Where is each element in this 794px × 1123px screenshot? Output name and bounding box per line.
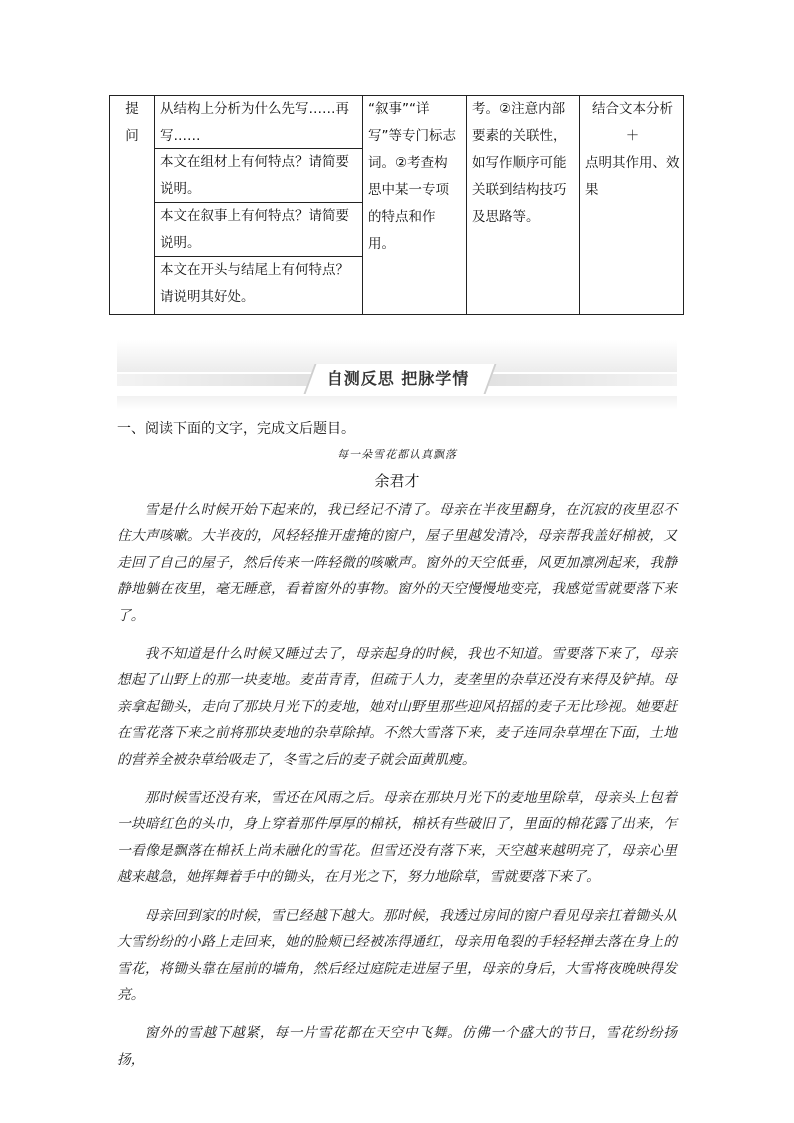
table-cell bbox=[155, 149, 362, 203]
analysis-table bbox=[109, 95, 684, 315]
section-banner bbox=[117, 340, 677, 410]
paragraph: 母亲回到家的时候，雪已经越下越大。那时候，我透过房间的窗户看见母亲扛着锄头从大雪纷纷的小路上走回来，她的脸颊已经被冻得通红，母亲用龟裂的手轻轻掸去落在身上的雪花，将锄头靠在屋前的墙角，然后经过庭院走进屋子里，母亲的身后，大雪将夜晚映得发亮。 bbox=[117, 907, 677, 1003]
table-col-method bbox=[580, 96, 685, 314]
banner-shade bbox=[117, 396, 677, 410]
article-author: 余君才 bbox=[374, 472, 420, 490]
paragraph: 窗外的雪越下越紧，每一片雪花都在天空中飞舞。仿佛一个盛大的节日，雪花纷纷扬扬， bbox=[117, 1025, 677, 1068]
method-line: 点明其作用、效果 bbox=[585, 155, 680, 198]
method-line: 结合文本分析 bbox=[592, 101, 673, 117]
article-title: 每一朵雪花都认真飘落 bbox=[337, 448, 457, 461]
paragraph: 我不知道是什么时候又睡过去了，母亲起身的时候，我也不知道。雪要落下来了，母亲想起了山野上的那一块麦地。麦苗青青，但疏于人力，麦垄里的杂草还没有来得及铲掉。母亲拿起锄头，走向了那块月光下的麦地，她对山野里那些迎风招摇的麦子无比珍视。她要赶在雪花落下来之前将那块麦地的杂草除掉。不然大雪落下来，麦子连同杂草埋在下面，土地的营养全被杂草给吸走了，冬雪之后的麦子就会面黄肌瘦。 bbox=[117, 646, 677, 768]
question-item: 本文在组材上有何特点？请简要说明。 bbox=[160, 154, 349, 197]
table-cell bbox=[155, 257, 362, 315]
table-col-questions bbox=[155, 96, 363, 314]
table-cell bbox=[155, 203, 362, 257]
plus-sign: ＋ bbox=[625, 128, 640, 144]
question-item: 从结构上分析为什么先写……再写…… bbox=[160, 101, 349, 144]
notes-text: 考。②注意内部要素的关联性，如写作顺序可能关联到结构技巧及思路等。 bbox=[472, 101, 567, 225]
section-title: 自测反思 把脉学情 bbox=[326, 369, 470, 388]
paragraph: 那时候雪还没有来，雪还在风雨之后。母亲在那块月光下的麦地里除草，母亲头上包着一块暗红色的头巾，身上穿着那件厚厚的棉袄，棉袄有些破旧了，里面的棉花露了出来，乍一看像是飘落在棉袄上尚未融化的雪花。但雪还没有落下来，天空越来越明亮了，母亲心里越来越急，她挥舞着手中的锄头，在月光之下，努力地除草，雪就要落下来了。 bbox=[117, 790, 677, 886]
table-cell bbox=[155, 96, 362, 149]
table-col-markers bbox=[363, 96, 467, 314]
article-body bbox=[117, 497, 677, 1085]
question-prompt: 一、阅读下面的文字，完成文后题目。 bbox=[117, 421, 355, 437]
table-col-label bbox=[110, 96, 155, 314]
question-item: 本文在开头与结尾上有何特点？请说明其好处。 bbox=[160, 262, 349, 305]
paragraph: 雪是什么时候开始下起来的，我已经记不清了。母亲在半夜里翻身，在沉寂的夜里忍不住大声咳嗽。大半夜的，风轻轻推开虚掩的窗户，屋子里越发清冷，母亲帮我盖好棉被，又走回了自己的屋子，然后传来一阵轻微的咳嗽声。窗外的天空低垂，风更加凛冽起来，我静静地躺在夜里，毫无睡意，看着窗外的事物。窗外的天空慢慢地变亮，我感觉雪就要落下来了。 bbox=[117, 502, 677, 624]
row-label: 提问 bbox=[125, 101, 139, 144]
table-col-notes bbox=[467, 96, 580, 314]
question-item: 本文在叙事上有何特点？请简要说明。 bbox=[160, 208, 349, 251]
marker-text: “叙事”“详写”等专门标志词。②考查构思中某一专项的特点和作用。 bbox=[368, 101, 456, 252]
